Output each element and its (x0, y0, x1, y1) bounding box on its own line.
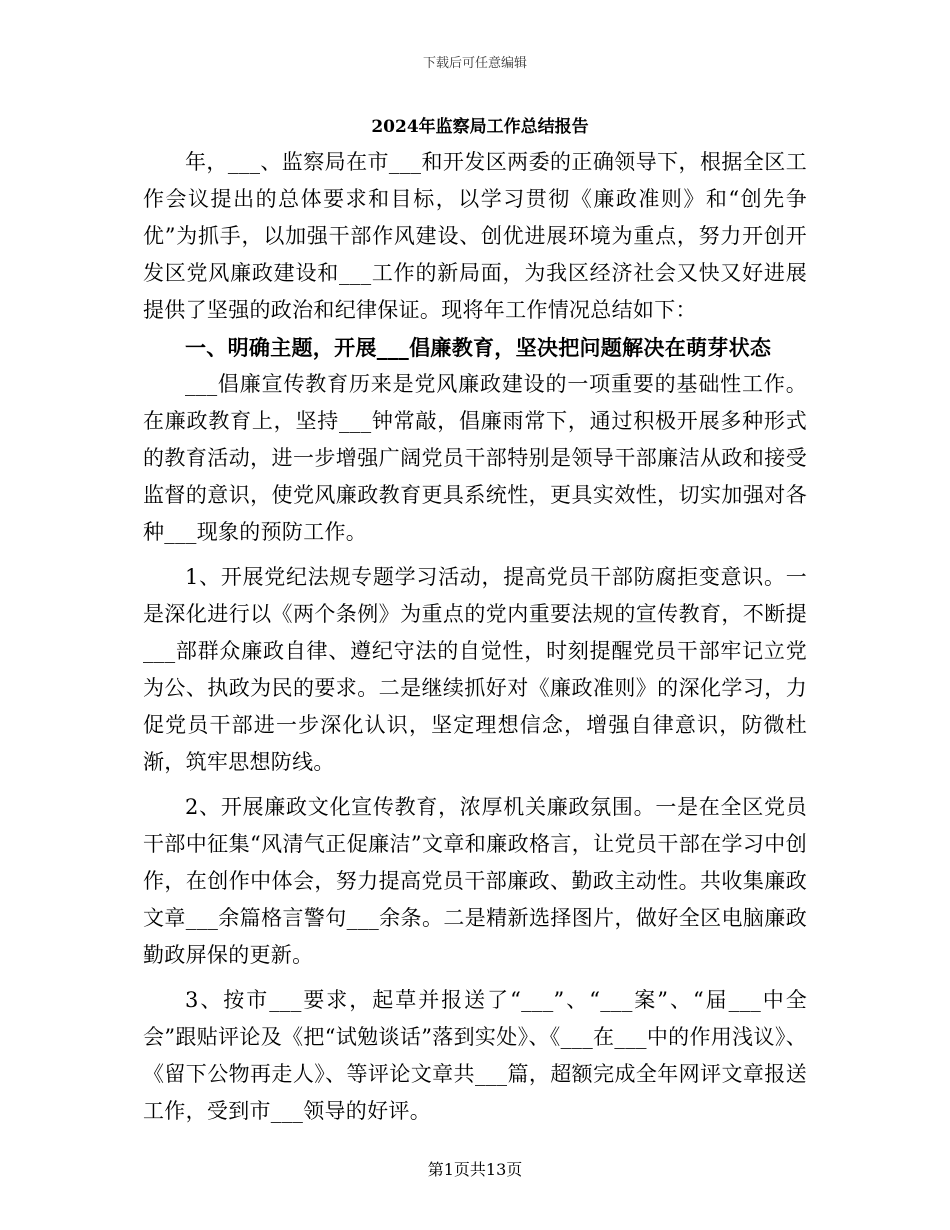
page-number: 第1页共13页 (427, 1160, 523, 1179)
section-heading: 一、明确主题，开展___倡廉教育，坚决把问题解决在萌芽状态 (185, 335, 772, 360)
item-paragraph-1: 1、开展党纪法规专题学习活动，提高党员干部防腐拒变意识。一是深化进行以《两个条例》为重点的党内重要法规的宣传教育，不断提___部群众廉政自律、遵纪守法的自觉性，时刻提醒党员干部牢记立党为公、执政为民的要求。二是继续抓好对《廉政准则》的深化学习，力促党员干部进一步深化认识，坚定理想信念，增强自律意识，防微杜渐，筑牢思想防线。 (143, 565, 807, 774)
section-intro-paragraph: ___倡廉宣传教育历来是党风廉政建设的一项重要的基础性工作。在廉政教育上，坚持___钟常敲，倡廉雨常下，通过积极开展多种形式的教育活动，进一步增强广阔党员干部特别是领导干部廉洁从政和接受监督的意识，使党风廉政教育更具系统性，更具实效性，切实加强对各种___现象的预防工作。 (143, 372, 807, 544)
document-title: 2024年监察局工作总结报告 (371, 117, 589, 137)
header-note: 下载后可任意编辑 (422, 56, 527, 71)
intro-paragraph: 年，___、监察局在市___和开发区两委的正确领导下，根据全区工作会议提出的总体要求和目标，以学习贯彻《廉政准则》和“创先争优”为抓手，以加强干部作风建设、创优进展环境为重点，努力开创开发区党风廉政建设和___工作的新局面，为我区经济社会又快又好进展提供了坚强的政治和纪律保证。现将年工作情况总结如下： (143, 150, 807, 322)
item-paragraph-2: 2、开展廉政文化宣传教育，浓厚机关廉政氛围。一是在全区党员干部中征集“风清气正促廉洁”文章和廉政格言，让党员干部在学习中创作，在创作中体会，努力提高党员干部廉政、勤政主动性。共收集廉政文章___余篇格言警句___余条。二是精新选择图片，做好全区电脑廉政勤政屏保的更新。 (143, 795, 807, 967)
document-body (143, 110, 807, 1130)
item-paragraph-3: 3、按市___要求，起草并报送了“___”、“___案”、“届___中全会”跟贴评论及《把“试勉谈话”落到实处》、《___在___中的作用浅议》、《留下公物再走人》、等评论文章共___篇，超额完成全年网评文章报送工作，受到市___领导的好评。 (143, 988, 807, 1123)
